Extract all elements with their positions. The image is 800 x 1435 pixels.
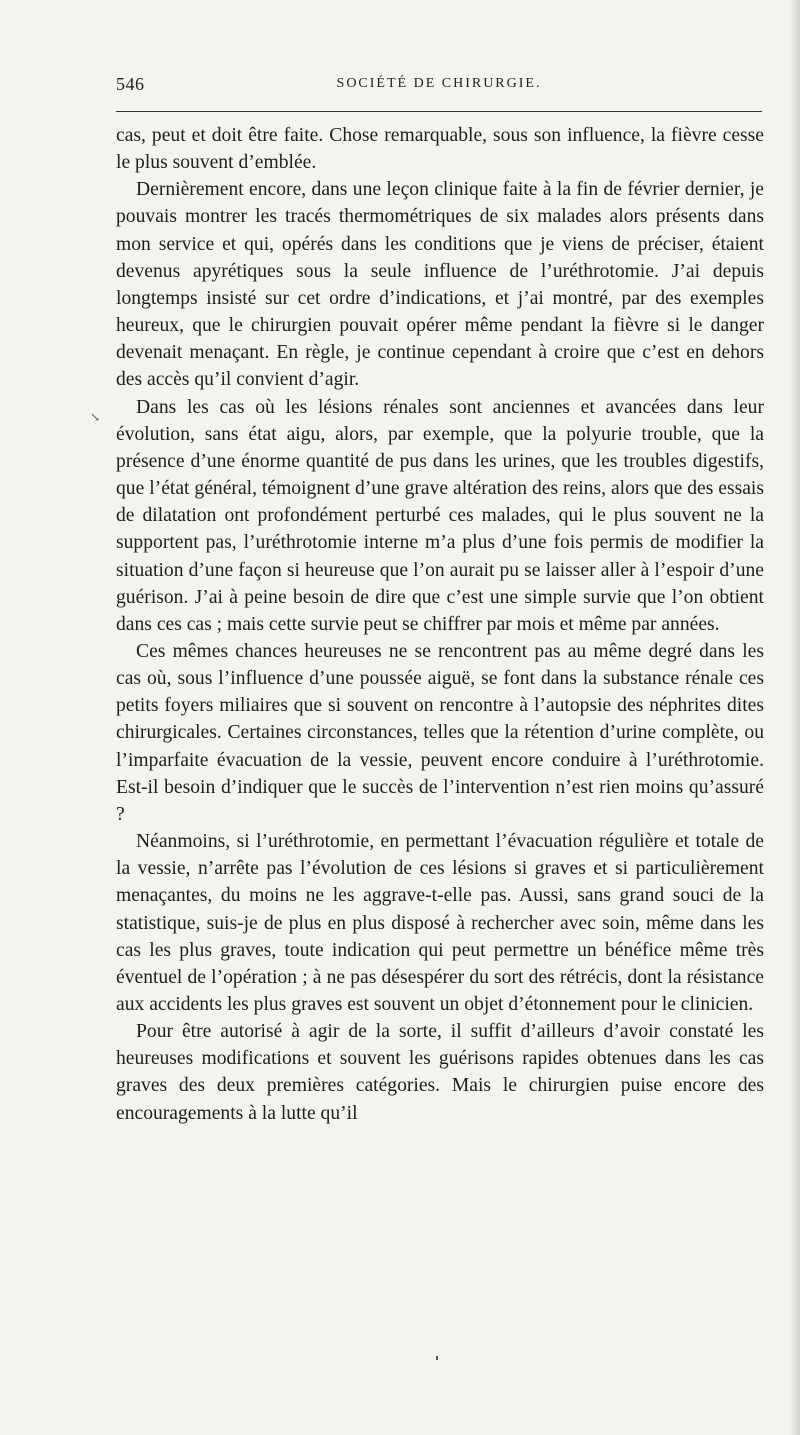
margin-mark: ↘	[90, 410, 101, 424]
body-text	[116, 122, 764, 1127]
paragraph-5: Néanmoins, si l’uréthrotomie, en permettant l’évacuation régulière et totale de la vessie, n’arrête pas l’évolution de ces lésions si graves et si particulièrement menaçantes, du moins ne les aggrave-t-elle pas. Aussi, sans grand souci de la statistique, suis-je de plus en plus disposé à rechercher avec soin, même dans les cas les plus graves, toute indication qui peut permettre un bénéfice même très éventuel de l’opération ; à ne pas désespérer du sort des rétrécis, dont la résistance aux accidents les plus graves est souvent un objet d’étonnement pour le clinicien.	[116, 831, 764, 1015]
page-edge-shadow	[790, 0, 800, 1435]
paragraph-1: cas, peut et doit être faite. Chose remarquable, sous son influence, la fièvre cesse le plus souvent d’emblée.	[116, 125, 764, 174]
paragraph-4: Ces mêmes chances heureuses ne se rencontrent pas au même degré dans les cas où, sous l’influence d’une poussée aiguë, se font dans la substance rénale ces petits foyers miliaires que si souvent on rencontre à l’autopsie des néphrites dites chirurgicales. Certaines circonstances, telles que la rétention d’urine complète, ou l’imparfaite évacuation de la vessie, peuvent encore conduire à l’uréthrotomie. Est-il besoin d’indiquer que le succès de l’intervention n’est rien moins qu’assuré ?	[116, 640, 764, 825]
page-number: 546	[116, 74, 145, 94]
running-title: SOCIÉTÉ DE CHIRURGIE.	[336, 76, 542, 91]
header-rule	[116, 111, 762, 112]
ink-speck	[436, 1356, 438, 1360]
paragraph-6: Pour être autorisé à agir de la sorte, il suffit d’ailleurs d’avoir constaté les heureuses modifications et souvent les guérisons rapides obtenues dans les cas graves des deux premières catégories. Mais le chirurgien puise encore des encouragements à la lutte qu’il	[116, 1021, 764, 1124]
paragraph-2: Dernièrement encore, dans une leçon clinique faite à la fin de février dernier, je pouvais montrer les tracés thermométriques de six malades alors présents dans mon service et qui, opérés dans les conditions que je viens de préciser, étaient devenus apyrétiques sous la seule influence de l’uréthrotomie. J’ai depuis longtemps insisté sur cet ordre d’indications, et j’ai montré, par des exemples heureux, que le chirurgien pouvait opérer même pendant la fièvre si le danger devenait menaçant. En règle, je continue cependant à croire que c’est en dehors des accès qu’il convient d’agir.	[116, 179, 764, 391]
running-head	[116, 74, 762, 100]
paragraph-3: Dans les cas où les lésions rénales sont anciennes et avancées dans leur évolution, sans état aigu, alors, par exemple, que la polyurie trouble, que la présence d’une énorme quantité de pus dans les urines, que les troubles digestifs, que l’état général, témoignent d’une grave altération des reins, alors que des essais de dilatation ont profondément perturbé ces malades, qui le plus souvent ne la supportent pas, l’uréthrotomie interne m’a plus d’une fois permis de modifier la situation d’une façon si heureuse que l’on aurait pu se laisser aller à l’espoir d’une guérison. J’ai à peine besoin de dire que c’est une simple survie que l’on obtient dans ces cas ; mais cette survie peut se chiffrer par mois et même par années.	[116, 396, 764, 635]
